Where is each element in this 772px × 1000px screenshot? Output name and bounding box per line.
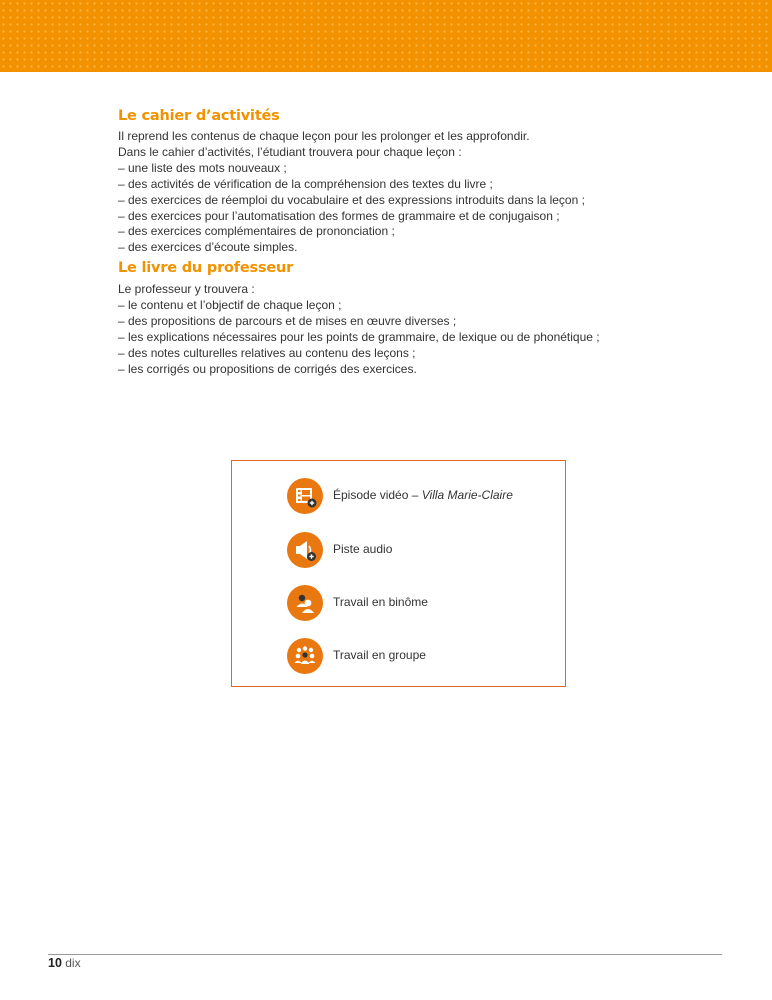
legend-label-group: Travail en groupe	[333, 648, 426, 662]
list-item: – les corrigés ou propositions de corrigés des exercices.	[118, 361, 417, 376]
legend-item-pair	[287, 585, 547, 621]
page-number	[48, 956, 81, 970]
header-band	[0, 0, 772, 72]
legend-label-pair: Travail en binôme	[333, 595, 428, 609]
list-item: – des exercices de réemploi du vocabulaire et des expressions introduits dans la leçon ;	[118, 192, 585, 207]
pair-work-icon	[287, 585, 323, 621]
icon-legend-box	[231, 460, 566, 687]
text-line: Il reprend les contenus de chaque leçon pour les prolonger et les approfondir.	[118, 129, 530, 143]
list-item: – des exercices d’écoute simples.	[118, 240, 298, 255]
legend-item-audio	[287, 532, 547, 568]
list-item: – une liste des mots nouveaux ;	[118, 160, 287, 175]
section-title-cahier: Le cahier d’activités	[118, 108, 280, 124]
text-line: Le professeur y trouvera :	[118, 282, 255, 296]
list-item: – des activités de vérification de la compréhension des textes du livre ;	[118, 176, 493, 191]
group-work-icon	[287, 638, 323, 674]
footer-rule	[48, 954, 722, 955]
legend-item-group	[287, 638, 547, 674]
page-number-word: dix	[65, 956, 81, 970]
page-number-digits: 10	[48, 956, 62, 970]
legend-label-video: Épisode vidéo –	[333, 488, 422, 502]
legend-item-video	[287, 478, 547, 514]
list-item: – des exercices pour l’automatisation des formes de grammaire et de conjugaison ;	[118, 208, 560, 223]
video-episode-icon	[287, 478, 323, 514]
list-item: – des propositions de parcours et de mises en œuvre diverses ;	[118, 313, 457, 328]
section-title-livre: Le livre du professeur	[118, 260, 294, 276]
list-item: – des notes culturelles relatives au contenu des leçons ;	[118, 345, 416, 360]
list-item: – des exercices complémentaires de prononciation ;	[118, 224, 395, 239]
list-item: – le contenu et l’objectif de chaque leçon ;	[118, 297, 342, 312]
section-body-cahier	[118, 129, 585, 256]
legend-label-video-title: Villa Marie-Claire	[421, 488, 513, 502]
list-item: – les explications nécessaires pour les points de grammaire, de lexique ou de phonétique ;	[118, 329, 600, 344]
audio-track-icon	[287, 532, 323, 568]
section-body-livre	[118, 282, 600, 377]
text-line: Dans le cahier d’activités, l’étudiant trouvera pour chaque leçon :	[118, 144, 462, 159]
legend-label-audio: Piste audio	[333, 542, 393, 556]
